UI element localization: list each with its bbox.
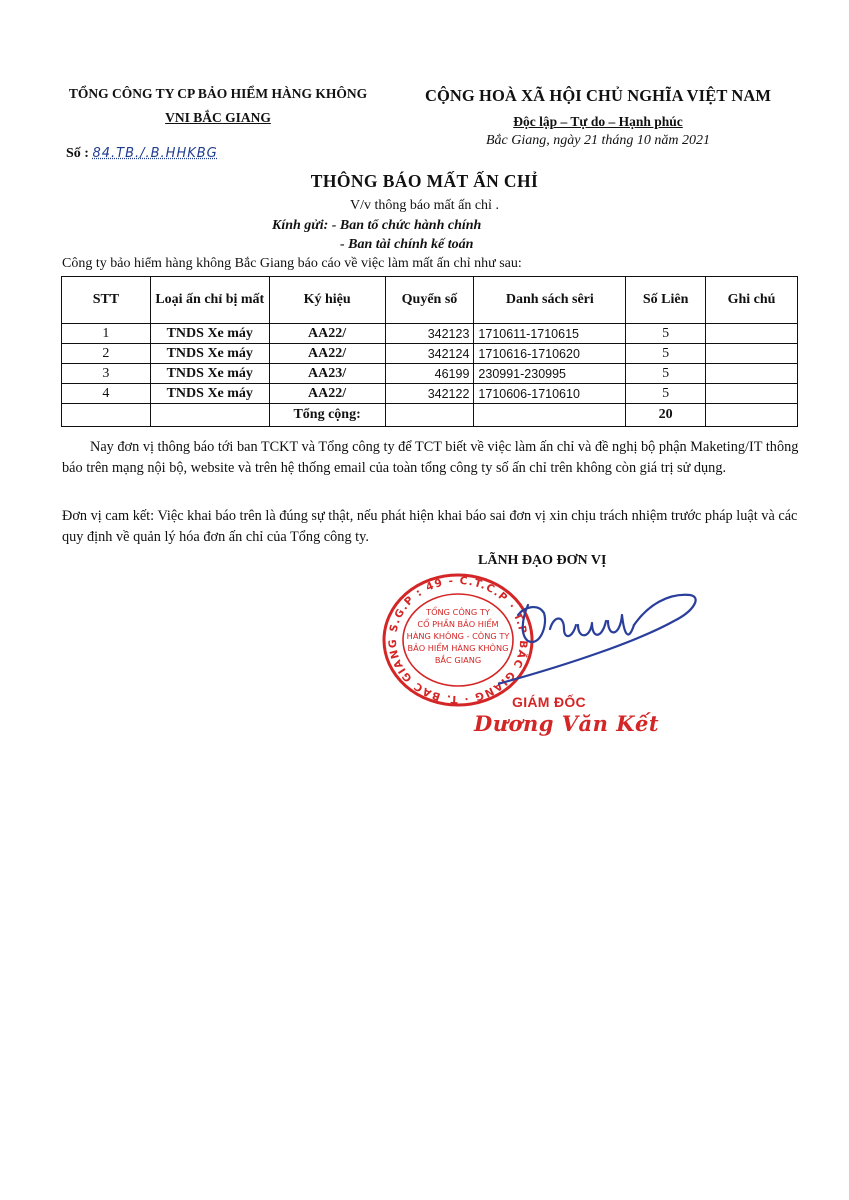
header-type: Loại ấn chỉ bị mất xyxy=(150,277,269,324)
table-row xyxy=(62,384,798,404)
document-title: THÔNG BÁO MẤT ẤN CHỈ xyxy=(310,171,539,191)
table-total-row xyxy=(62,404,798,427)
cell-copies: 5 xyxy=(626,384,706,404)
header-notes: Ghi chú xyxy=(706,277,798,324)
document-number-label: Số : xyxy=(66,146,89,161)
cell-type: TNDS Xe máy xyxy=(150,324,269,344)
cell-serials: 230991-230995 xyxy=(474,364,626,384)
cell-notes xyxy=(706,364,798,384)
cell-serials: 1710616-1710620 xyxy=(474,344,626,364)
table-row xyxy=(62,344,798,364)
issuer-branch: VNI BẮC GIANG xyxy=(165,110,271,125)
svg-text:CỔ PHẦN BẢO HIỂM: CỔ PHẦN BẢO HIỂM xyxy=(417,619,499,629)
header-copies: Số Liên xyxy=(626,277,706,324)
cell-copies: 5 xyxy=(626,364,706,384)
recipient-line-1: Kính gửi: - Ban tổ chức hành chính xyxy=(272,218,482,233)
cell-type: TNDS Xe máy xyxy=(150,344,269,364)
cell-notes xyxy=(706,324,798,344)
cell-notes xyxy=(706,384,798,404)
leader-label: LÃNH ĐẠO ĐƠN VỊ xyxy=(478,553,607,568)
total-value: 20 xyxy=(626,404,706,427)
cell-book-no: 342122 xyxy=(385,384,474,404)
issuer-block xyxy=(48,86,388,126)
table-header-row xyxy=(62,277,798,324)
cell-symbol: AA22/ xyxy=(269,384,385,404)
cell-symbol: AA22/ xyxy=(269,324,385,344)
cell-copies: 5 xyxy=(626,324,706,344)
document-subject: V/v thông báo mất ấn chỉ . xyxy=(350,198,499,213)
svg-text:BẮC GIANG: BẮC GIANG xyxy=(434,655,482,665)
document-number xyxy=(66,146,218,162)
cell-stt: 4 xyxy=(62,384,151,404)
signer-name: Dương Văn Kết xyxy=(474,711,660,736)
svg-text:HÀNG KHÔNG - CÔNG TY: HÀNG KHÔNG - CÔNG TY xyxy=(406,631,510,641)
cell-book-no: 342123 xyxy=(385,324,474,344)
recipient-line-2: - Ban tài chính kế toán xyxy=(340,237,474,252)
svg-text:BẢO HIỂM HÀNG KHÔNG: BẢO HIỂM HÀNG KHÔNG xyxy=(407,643,509,653)
national-heading xyxy=(398,86,798,149)
document-number-value: 84.TB./.B.HHKBG xyxy=(92,146,218,161)
cell-empty xyxy=(385,404,474,427)
cell-serials: 1710606-1710610 xyxy=(474,384,626,404)
country-name: CỘNG HOÀ XÃ HỘI CHỦ NGHĨA VIỆT NAM xyxy=(424,86,772,105)
cell-stt: 2 xyxy=(62,344,151,364)
cell-empty xyxy=(474,404,626,427)
intro-text: Công ty bảo hiểm hàng không Bắc Giang báo cáo về việc làm mất ấn chỉ như sau: xyxy=(62,256,522,271)
cell-empty xyxy=(706,404,798,427)
total-label: Tổng cộng: xyxy=(269,404,385,427)
cell-serials: 1710611-1710615 xyxy=(474,324,626,344)
header-stt: STT xyxy=(62,277,151,324)
cell-empty xyxy=(150,404,269,427)
cell-copies: 5 xyxy=(626,344,706,364)
request-paragraph: Nay đơn vị thông báo tới ban TCKT và Tổng công ty để TCT biết về việc làm ấn chỉ và đề nghị bộ phận Maketing/IT thông báo trên mạng nội bộ, website và trên hệ thống email của toàn tổng công ty số ấn chỉ trên không còn giá trị sử dụng. xyxy=(62,439,799,476)
header-serials: Danh sách sêri xyxy=(474,277,626,324)
cell-book-no: 46199 xyxy=(385,364,474,384)
commitment-paragraph: Đơn vị cam kết: Việc khai báo trên là đúng sự thật, nếu phát hiện khai báo sai đơn vị xin chịu trách nhiệm trước pháp luật và các quy định về quản lý hóa đơn ấn chỉ của Tổng công ty. xyxy=(62,508,798,545)
header-symbol: Ký hiệu xyxy=(269,277,385,324)
cell-stt: 3 xyxy=(62,364,151,384)
cell-empty xyxy=(62,404,151,427)
table-row xyxy=(62,364,798,384)
cell-book-no: 342124 xyxy=(385,344,474,364)
table-row xyxy=(62,324,798,344)
svg-text:TỔNG CÔNG TY: TỔNG CÔNG TY xyxy=(426,607,490,617)
cell-type: TNDS Xe máy xyxy=(150,384,269,404)
national-motto: Độc lập – Tự do – Hạnh phúc xyxy=(513,114,683,129)
svg-text:S.G.P : 49 - C.T.C.P · T.P BẮC: S.G.P : 49 - C.T.C.P · T.P BẮC GIANG · T. BẮC GIANG xyxy=(386,574,530,706)
director-title: GIÁM ĐỐC xyxy=(512,694,586,710)
issuer-org: TỔNG CÔNG TY CP BẢO HIỂM HÀNG KHÔNG xyxy=(68,86,368,101)
handwritten-signature xyxy=(498,585,710,695)
cell-symbol: AA22/ xyxy=(269,344,385,364)
header-book-no: Quyển số xyxy=(385,277,474,324)
cell-type: TNDS Xe máy xyxy=(150,364,269,384)
cell-notes xyxy=(706,344,798,364)
document-date: Bắc Giang, ngày 21 tháng 10 năm 2021 xyxy=(486,133,710,148)
cell-symbol: AA23/ xyxy=(269,364,385,384)
cell-stt: 1 xyxy=(62,324,151,344)
lost-documents-table xyxy=(61,276,798,427)
